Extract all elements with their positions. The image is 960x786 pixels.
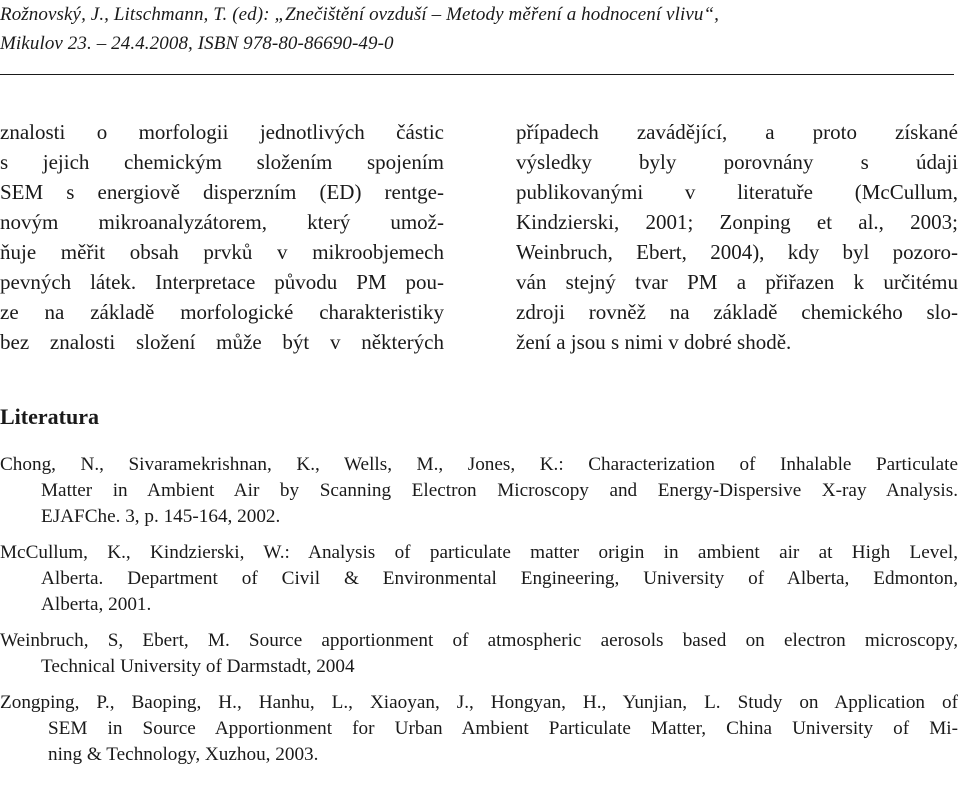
body-line: novým mikroanalyzátorem, který umož-	[0, 210, 444, 234]
body-column-right	[516, 117, 958, 357]
reference-item	[0, 540, 958, 618]
reference-line: SEM in Source Apportionment for Urban Ambient Particulate Matter, China University of Mi-	[48, 718, 958, 739]
reference-line: Matter in Ambient Air by Scanning Electron Microscopy and Energy-Dispersive X-ray Analysis.	[41, 480, 958, 501]
references-heading: Literatura	[0, 404, 99, 429]
reference-list	[0, 452, 958, 778]
body-line: Weinbruch, Ebert, 2004), kdy byl pozoro-	[516, 240, 958, 264]
reference-item	[0, 628, 958, 680]
reference-item	[0, 690, 958, 768]
body-line: případech zavádějící, a proto získané	[516, 120, 958, 144]
body-line: SEM s energiově disperzním (ED) rentge-	[0, 180, 444, 204]
body-column-left	[0, 117, 444, 357]
reference-line: McCullum, K., Kindzierski, W.: Analysis of particulate matter origin in ambient air at High Level,	[0, 542, 958, 563]
body-line: pevných látek. Interpretace původu PM pou-	[0, 270, 444, 294]
body-line: ván stejný tvar PM a přiřazen k určitému	[516, 270, 958, 294]
reference-line: Weinbruch, S, Ebert, M. Source apportionment of atmospheric aerosols based on electron microscopy,	[0, 630, 958, 651]
reference-line: Alberta. Department of Civil & Environmental Engineering, University of Alberta, Edmonton,	[41, 568, 958, 589]
body-line: znalosti o morfologii jednotlivých částic	[0, 120, 444, 144]
body-line: ňuje měřit obsah prvků v mikroobjemech	[0, 240, 444, 264]
body-line: zdroji rovněž na základě chemického slo-	[516, 300, 958, 324]
reference-line: Technical University of Darmstadt, 2004	[41, 656, 355, 677]
running-header	[0, 0, 960, 58]
body-line: výsledky byly porovnány s údaji	[516, 150, 958, 174]
reference-item	[0, 452, 958, 530]
body-line: publikovanými v literatuře (McCullum,	[516, 180, 958, 204]
header-citation-line: Rožnovský, J., Litschmann, T. (ed): „Znečištění ovzduší – Metody měření a hodnocení vlivu“,	[0, 4, 720, 25]
reference-line: ning & Technology, Xuzhou, 2003.	[48, 744, 319, 765]
body-line: ze na základě morfologické charakteristiky	[0, 300, 444, 324]
header-rule	[0, 74, 954, 75]
body-line: s jejich chemickým složením spojením	[0, 150, 444, 174]
reference-line: Chong, N., Sivaramekrishnan, K., Wells, M., Jones, K.: Characterization of Inhalable Particulate	[0, 454, 958, 475]
body-line: Kindzierski, 2001; Zonping et al., 2003;	[516, 210, 958, 234]
body-line: bez znalosti složení může být v některých	[0, 330, 444, 354]
reference-line: EJAFChe. 3, p. 145-164, 2002.	[41, 506, 281, 527]
header-event-line: Mikulov 23. – 24.4.2008, ISBN 978-80-86690-49-0	[0, 33, 394, 54]
reference-line: Alberta, 2001.	[41, 594, 152, 615]
body-line: žení a jsou s nimi v dobré shodě.	[516, 330, 792, 354]
reference-line: Zongping, P., Baoping, H., Hanhu, L., Xiaoyan, J., Hongyan, H., Yunjian, L. Study on Application of	[0, 692, 958, 713]
